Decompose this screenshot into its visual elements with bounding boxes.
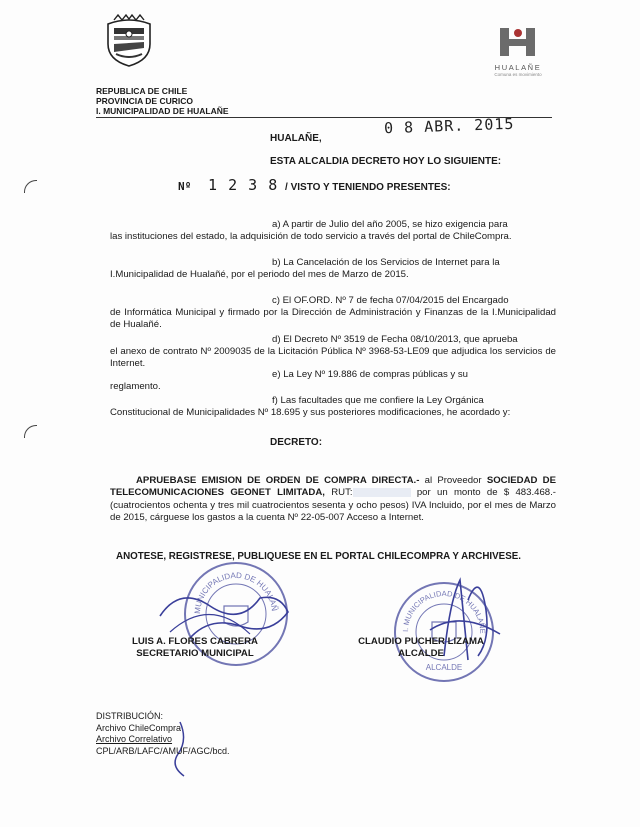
secretary-name: LUIS A. FLORES CABRERA — [132, 636, 258, 647]
mayor-name: CLAUDIO PUCHER LIZAMA — [358, 636, 484, 647]
brand-tagline: Comuna es movimiento — [494, 72, 542, 77]
institution-header — [96, 86, 229, 116]
punch-hole-bottom — [24, 425, 37, 438]
header-line-3: I. MUNICIPALIDAD DE HUALAÑE — [96, 106, 229, 116]
svg-text:MUNICIPALIDAD DE HUALAÑE: MUNICIPALIDAD DE HUALAÑ — [192, 570, 279, 615]
date-stamp: 0 8 ABR. 2015 — [383, 114, 515, 138]
city-label: HUALAÑE, — [270, 133, 322, 144]
considerando-e: e) La Ley Nº 19.886 de compras públicas y su reglamento. — [110, 369, 469, 393]
signature-block-mayor — [336, 636, 506, 660]
svg-text:I. MUNICIPALIDAD DE HUALAÑE: I. MUNICIPALIDAD DE HUALAÑE — [400, 588, 488, 634]
considerando-b: b) La Cancelación de los Servicios de Internet para la I.Municipalidad de Hualañé, por el periodo del mes de Marzo de 2015. — [110, 257, 500, 281]
distribution-line-2: Archivo Correlativo — [96, 734, 173, 744]
considerando-f: f) Las facultades que me confiere la Ley Orgánica Constitucional de Municipalidades Nº 18.695 y sus posteriores modificaciones, he acordado y: — [110, 395, 511, 419]
decreto-title: DECRETO: — [270, 437, 323, 448]
mayor-title: ALCALDE — [398, 648, 444, 659]
signature-block-secretary — [110, 636, 280, 660]
distribution-title: DISTRIBUCIÓN: — [96, 711, 164, 721]
considerando-d: d) El Decreto Nº 3519 de Fecha 08/10/2013, que aprueba el anexo de contrato Nº 2009035 de la Licitación Pública Nº 3968-53-LE09 que adjudica los servicios de Internet. — [110, 334, 556, 370]
brand-name: HUALAÑE — [494, 63, 542, 72]
svg-text:ALCALDE: ALCALDE — [425, 663, 463, 672]
decreto-lead: APRUEBASE EMISION DE ORDEN DE COMPRA DIRECTA.- — [136, 475, 420, 486]
punch-hole-top — [24, 180, 37, 193]
visto-heading: / VISTO Y TENIENDO PRESENTES: — [285, 182, 451, 193]
secretary-title: SECRETARIO MUNICIPAL — [136, 648, 254, 659]
decree-number-row — [178, 176, 451, 194]
closing-statement: ANOTESE, REGISTRESE, PUBLIQUESE EN EL PORTAL CHILECOMPRA Y ARCHIVESE. — [116, 551, 522, 562]
coat-of-arms-logo — [104, 14, 154, 68]
decreto-body: APRUEBASE EMISION DE ORDEN DE COMPRA DIRECTA.- al Proveedor SOCIEDAD DE TELECOMUNICACIONES GEONET LIMITADA, RUT: por un monto de $ 483.468.- (cuatrocientos ochenta y tres mil cuatrocientos sesenta y ocho pesos) IVA Incluido, por el mes de Marzo de 2015, cárguese los gastos a la cuenta Nº 22-05-007 Acceso a Internet. — [110, 475, 557, 524]
hualane-brand-logo — [488, 26, 548, 77]
considerando-a: a) A partir de Julio del año 2005, se hizo exigencia para las instituciones del estado, la adquisición de todo servicio a través del portal de ChileCompra. — [110, 219, 512, 243]
distribution-block — [96, 711, 230, 757]
decree-heading: ESTA ALCALDIA DECRETO HOY LO SIGUIENTE: — [270, 156, 502, 167]
decree-number: 1 2 3 8 — [208, 176, 279, 194]
rut-redacted — [353, 488, 411, 497]
distribution-line-1: Archivo ChileCompra — [96, 722, 182, 733]
header-line-1: REPUBLICA DE CHILE — [96, 86, 188, 96]
distribution-line-3: CPL/ARB/LAFC/AMUF/AGC/bcd. — [96, 745, 230, 756]
considerando-c: c) El OF.ORD. Nº 7 de fecha 07/04/2015 del Encargado de Informática Municipal y firmado por la Dirección de Administración y Finanzas de la I.Municipalidad de Hualañé. — [110, 295, 556, 331]
header-line-2: PROVINCIA DE CURICO — [96, 96, 193, 106]
number-prefix: Nº — [178, 180, 192, 193]
provider-name: SOCIEDAD DE TELECOMUNICACIONES GEONET LIMITADA, — [110, 475, 556, 499]
hualane-h-icon — [496, 26, 540, 58]
